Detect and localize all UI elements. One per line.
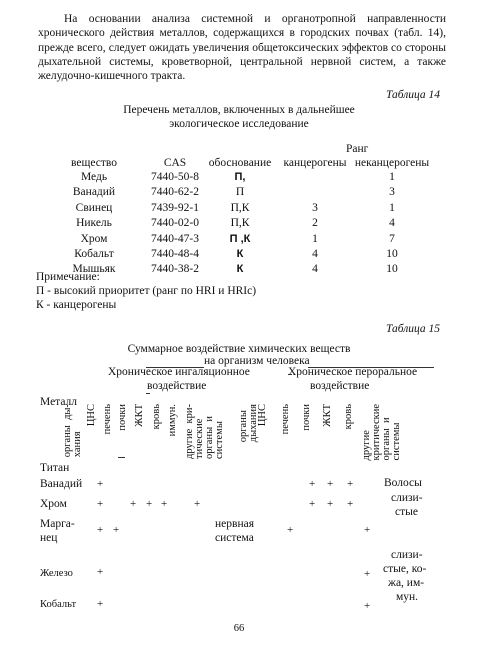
- oral-col-2: печень: [280, 404, 291, 435]
- note-nervous-line2: система: [215, 532, 254, 544]
- plus-mark: +: [97, 498, 104, 510]
- plus-mark: +: [364, 524, 371, 536]
- cell-carcinogen-rank: 4: [312, 263, 318, 276]
- table14-title-line2: экологическое исследование: [169, 118, 309, 130]
- plus-mark: +: [97, 598, 104, 610]
- table14-row: [0, 233, 478, 247]
- row-titan-name: Титан: [40, 462, 70, 474]
- cell-basis: П,: [234, 171, 246, 183]
- group-oral-line2: воздействие: [310, 380, 370, 392]
- intro-paragraph: [38, 12, 446, 83]
- note-skin-line3: жа, им-: [388, 577, 425, 589]
- plus-mark: +: [146, 498, 153, 510]
- table14-header-row: [0, 157, 478, 171]
- table14-row: [0, 202, 478, 216]
- header-carcinogens: канцерогены: [283, 157, 347, 169]
- plus-mark: +: [347, 478, 354, 490]
- cell-basis: П,К: [230, 201, 250, 214]
- table14-row: [0, 186, 478, 200]
- cell-substance: Кобальт: [74, 248, 114, 260]
- cell-noncarcinogen-rank: 1: [389, 201, 395, 214]
- table14-row: [0, 248, 478, 262]
- oral-col-5: кровь: [343, 404, 354, 430]
- cell-basis: К: [236, 248, 244, 260]
- header-noncarcinogens: неканцерогены: [354, 157, 430, 169]
- group-oral-line1: Хроническое пероральное: [288, 366, 418, 378]
- table15-metal-header: Металл: [40, 396, 78, 408]
- table14-rank-header: Ранг: [346, 143, 369, 155]
- note-skin-line1: слизи-: [391, 549, 423, 561]
- cell-cas: 7440-48-4: [151, 248, 199, 260]
- cell-cas: 7440-47-3: [151, 232, 199, 245]
- cell-basis: П,К: [230, 217, 250, 230]
- cell-carcinogen-rank: 2: [312, 217, 318, 230]
- plus-mark: +: [364, 568, 371, 580]
- row-chromium-name: Хром: [40, 498, 67, 510]
- table14-note-k: К - канцерогены: [36, 299, 117, 311]
- plus-mark: +: [347, 498, 354, 510]
- plus-mark: +: [287, 524, 294, 536]
- table14-row: [0, 217, 478, 231]
- cell-noncarcinogen-rank: 1: [389, 171, 395, 183]
- cell-noncarcinogen-rank: 7: [389, 232, 395, 245]
- group-inhalation-tick: [146, 393, 150, 394]
- inhalation-col-0: органы ды- хания: [62, 404, 83, 458]
- table15-label: Таблица 15: [385, 323, 440, 335]
- table14-note-title: Примечание:: [36, 271, 100, 283]
- plus-mark: +: [161, 498, 168, 510]
- header-cas: CAS: [163, 157, 187, 169]
- cell-basis: П ,К: [229, 232, 251, 245]
- table15-title-line1: Суммарное воздействие химических веществ: [127, 343, 351, 355]
- plus-mark: +: [130, 498, 137, 510]
- plus-mark: +: [327, 478, 334, 490]
- cell-cas: 7440-02-0: [151, 217, 199, 230]
- cell-noncarcinogen-rank: 10: [386, 263, 398, 276]
- note-skin-line2: стые, ко-: [383, 563, 427, 575]
- table14-label: Таблица 14: [385, 89, 440, 101]
- cell-substance: Мышьяк: [72, 263, 116, 276]
- header-substance: вещество: [71, 157, 117, 169]
- oral-col-1: ЦНС: [257, 404, 268, 427]
- cell-cas: 7440-62-2: [151, 186, 199, 199]
- plus-mark: +: [194, 498, 201, 510]
- cell-substance: Хром: [80, 232, 108, 245]
- plus-mark: +: [309, 498, 316, 510]
- plus-mark: +: [309, 478, 316, 490]
- row-manganese-name-line2: нец: [40, 532, 58, 544]
- plus-mark: +: [327, 498, 334, 510]
- table14-note-p: П - высокий приоритет (ранг по HRI и HRIc): [36, 285, 257, 297]
- note-nervous-line1: нервная: [215, 518, 254, 530]
- cell-cas: 7440-38-2: [151, 263, 199, 276]
- oral-col-4: ЖКТ: [322, 404, 333, 427]
- plus-mark: +: [97, 566, 104, 578]
- cell-substance: Никель: [76, 217, 112, 230]
- oral-col-3: почки: [301, 404, 312, 431]
- cell-substance: Медь: [80, 171, 108, 183]
- cell-substance: Свинец: [75, 201, 113, 214]
- inhalation-col-3: почки: [117, 404, 128, 431]
- row-vanadium-name: Ванадий: [40, 478, 83, 490]
- cell-basis: К: [236, 263, 244, 276]
- inhalation-col-2: печень: [102, 404, 113, 435]
- note-mucosa-line1: слизи-: [391, 492, 423, 504]
- plus-mark: +: [97, 478, 104, 490]
- oral-col-6: другие критические органы и системы: [361, 404, 402, 461]
- inhalation-col-1: ЦНС: [86, 404, 97, 427]
- cell-noncarcinogen-rank: 3: [389, 186, 395, 199]
- column-kidneys-underline: [118, 457, 125, 458]
- row-cobalt-name: Кобальт: [40, 599, 77, 610]
- cell-carcinogen-rank: 4: [312, 248, 318, 260]
- row-iron-name: Железо: [40, 568, 73, 579]
- plus-mark: +: [113, 524, 120, 536]
- oral-col-0: органы дыхания: [238, 404, 259, 443]
- cell-carcinogen-rank: 1: [312, 232, 318, 245]
- cell-cas: 7439-92-1: [151, 201, 199, 214]
- cell-noncarcinogen-rank: 10: [386, 248, 398, 260]
- group-inhalation-line1: Хроническое ингаляционное: [108, 366, 250, 378]
- cell-substance: Ванадий: [72, 186, 116, 199]
- note-hair: Волосы: [384, 477, 422, 489]
- note-mucosa-line2: стые: [395, 506, 418, 518]
- page-number: 66: [233, 623, 245, 634]
- inhalation-col-4: ЖКТ: [134, 404, 145, 427]
- inhalation-col-7: другие кри- тические органы и системы: [184, 404, 225, 460]
- table15-title-line2: на организм человека: [204, 355, 310, 367]
- table14-title-line1: Перечень металлов, включенных в дальнейшее: [123, 104, 355, 116]
- header-basis: обоснование: [208, 157, 272, 169]
- cell-carcinogen-rank: 3: [312, 201, 318, 214]
- cell-basis: П: [235, 186, 245, 199]
- group-oral-tick: [288, 374, 292, 375]
- inhalation-col-5: кровь: [151, 404, 162, 430]
- table14-row: [0, 171, 478, 185]
- intro-text: На основании анализа системной и органотропной направленности хронического действия металлов, содержащихся в городских почвах (табл. 14), прежде всего, следует ожидать увеличения общетоксических эффектов со стороны дыхательной системы, кроветворной, центральной нервной систем, а также желудочно-кишечного тракта.: [38, 13, 446, 83]
- inhalation-col-6: иммун.: [167, 404, 178, 437]
- row-manganese-name-line1: Марга-: [40, 518, 75, 530]
- group-inhalation-line2: воздействие: [147, 380, 207, 392]
- plus-mark: +: [97, 524, 104, 536]
- note-skin-line4: мун.: [396, 591, 419, 603]
- plus-mark: +: [364, 600, 371, 612]
- cell-cas: 7440-50-8: [151, 171, 199, 183]
- cell-noncarcinogen-rank: 4: [389, 217, 395, 230]
